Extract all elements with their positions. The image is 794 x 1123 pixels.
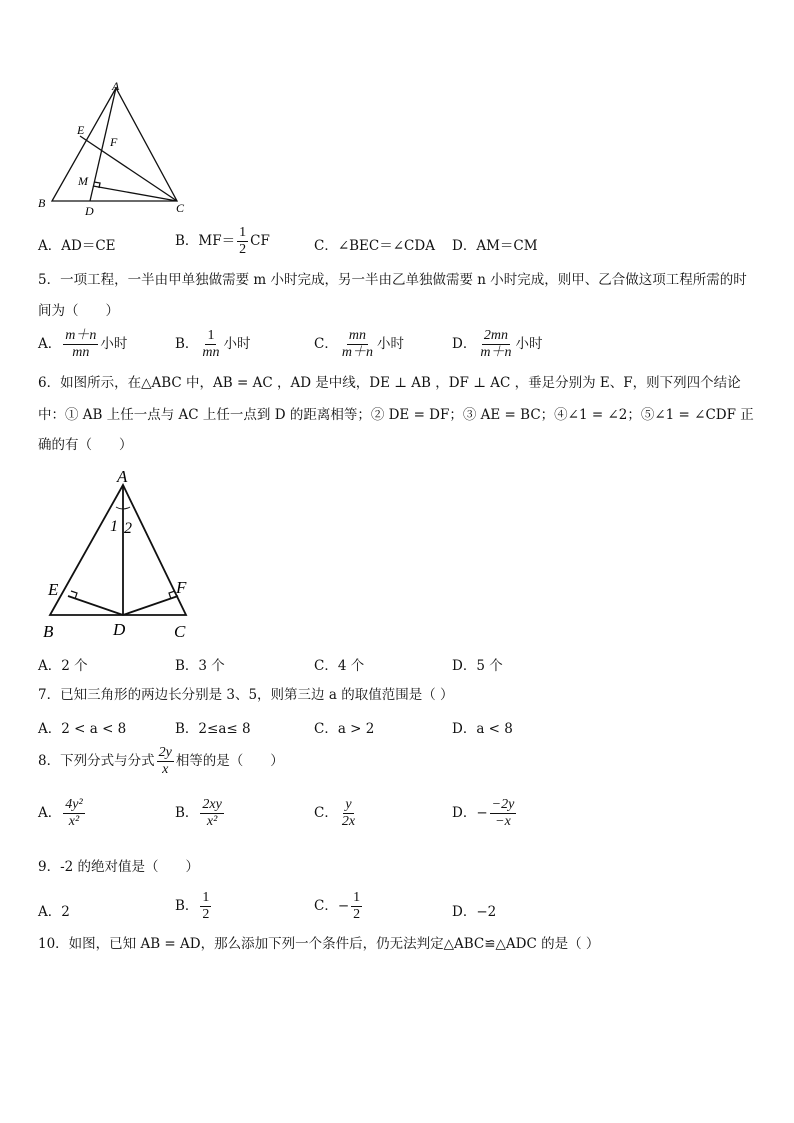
q7-stem: 7．已知三角形的两边长分别是 3、5，则第三边 a 的取值范围是（ ）: [38, 687, 454, 703]
fraction-denominator: x²: [68, 814, 80, 829]
fig2-label-1: 1: [110, 518, 118, 535]
fraction-denominator: x: [162, 762, 169, 777]
fraction-numerator: 1: [207, 328, 215, 343]
fraction-denominator: −x: [495, 814, 511, 829]
q5-option-b[interactable]: [175, 328, 251, 361]
q6-option-c[interactable]: C．4 个: [314, 658, 365, 674]
fig1-label-b: B: [38, 196, 46, 210]
fraction-denominator: 2: [353, 907, 361, 922]
fraction-denominator: m＋n: [480, 345, 512, 360]
fig2-label-f: F: [176, 578, 187, 597]
fig2-label-a: A: [117, 467, 128, 486]
q5-option-d-fraction: [478, 328, 513, 361]
q5-option-a[interactable]: [38, 328, 127, 361]
fig2-label-2: 2: [124, 520, 132, 537]
fig1-label-e: E: [77, 123, 85, 137]
fraction-denominator: m＋n: [341, 345, 373, 360]
q9-option-b[interactable]: [175, 890, 213, 923]
fraction-denominator: 2: [239, 242, 247, 257]
q9-option-b-fraction: [200, 890, 211, 923]
q8-stem: [38, 745, 284, 778]
fraction-numerator: y: [345, 797, 352, 812]
fig2-label-b: B: [43, 622, 54, 641]
fig1-label-c: C: [176, 201, 185, 215]
q9-option-c-fraction: [351, 890, 362, 923]
option-label: B．: [175, 898, 199, 914]
q8-option-c-fraction: [340, 797, 357, 830]
option-label: A．: [38, 336, 62, 352]
q6-option-a[interactable]: A．2 个: [38, 658, 88, 674]
option-unit: 小时: [376, 336, 404, 352]
fig1-label-m: M: [78, 174, 88, 188]
q8-option-b-fraction: [200, 797, 223, 830]
q8-stem-fraction: [157, 745, 174, 778]
q4-option-b-fraction: [237, 225, 248, 258]
option-label: D．−: [452, 805, 488, 821]
q4-option-a[interactable]: A．AD＝CE: [38, 238, 116, 254]
q10-stem: 10．如图，已知 AB = AD，那么添加下列一个条件后，仍无法判定△ABC≌△ADC 的是（ ）: [38, 936, 600, 952]
q9-stem: 9．-2 的绝对值是（ ）: [38, 859, 200, 875]
fraction-numerator: 4y²: [65, 797, 83, 812]
q6-option-d[interactable]: D．5 个: [452, 658, 503, 674]
fig2-label-c: C: [174, 622, 186, 641]
q4-option-b-suffix: CF: [250, 233, 270, 249]
fraction-numerator: −2y: [491, 797, 515, 812]
q5-option-a-fraction: [63, 328, 98, 361]
fraction-denominator: mn: [72, 345, 90, 360]
q5-option-d[interactable]: [452, 328, 542, 361]
fraction-denominator: mn: [202, 345, 220, 360]
option-label: C．: [314, 805, 338, 821]
q7-option-a[interactable]: A．2 < a < 8: [38, 721, 127, 737]
fraction-numerator: mn: [348, 328, 366, 343]
q4-option-b[interactable]: [175, 225, 270, 258]
option-label: B．: [175, 805, 199, 821]
q8-option-d[interactable]: [452, 797, 518, 830]
q6-stem-line2: 中：① AB 上任一点与 AC 上任一点到 D 的距离相等；② DE = DF；③ AE = BC；④∠1 = ∠2；⑤∠1 = ∠CDF 正: [38, 407, 754, 423]
fraction-numerator: 2mn: [483, 328, 508, 343]
fig1-label-f: F: [110, 135, 118, 149]
option-label: B．: [175, 336, 199, 352]
q8-option-a-fraction: [63, 797, 84, 830]
fraction-denominator: x²: [206, 814, 218, 829]
q7-option-d[interactable]: D．a < 8: [452, 721, 513, 737]
fraction-numerator: 2y: [158, 745, 172, 760]
option-unit: 小时: [223, 336, 251, 352]
option-label: D．: [452, 336, 477, 352]
q5-stem-line1: 5．一项工程，一半由甲单独做需要 m 小时完成，另一半由乙单独做需要 n 小时完成，则甲、乙合做这项工程所需的时: [38, 272, 747, 288]
fraction-denominator: 2x: [341, 814, 356, 829]
fraction-denominator: 2: [202, 907, 210, 922]
q8-option-c[interactable]: [314, 797, 359, 830]
q8-option-d-fraction: [490, 797, 517, 830]
option-label: A．: [38, 805, 62, 821]
figure-triangle-abc-1: [30, 78, 200, 218]
q9-option-a[interactable]: A．2: [38, 904, 70, 920]
q6-option-b[interactable]: B．3 个: [175, 658, 225, 674]
q7-option-b[interactable]: B．2≤a≤ 8: [175, 721, 251, 737]
fraction-numerator: m＋n: [65, 328, 97, 343]
figure-isosceles-triangle: [38, 465, 208, 645]
q8-option-a[interactable]: [38, 797, 87, 830]
option-label: C．−: [314, 898, 350, 914]
option-label: C．: [314, 336, 338, 352]
q8-option-b[interactable]: [175, 797, 226, 830]
q5-option-b-fraction: [200, 328, 221, 361]
q9-option-d[interactable]: D．−2: [452, 904, 497, 920]
q4-option-c[interactable]: C．∠BEC＝∠CDA: [314, 238, 435, 254]
q4-option-b-prefix: B．MF＝: [175, 233, 236, 249]
q8-stem-prefix: 8．下列分式与分式: [38, 753, 155, 769]
fig2-label-e: E: [48, 580, 59, 599]
q6-stem-line3: 确的有（ ）: [38, 437, 133, 453]
q5-stem-line2: 间为（ ）: [38, 303, 119, 319]
fraction-numerator: 1: [202, 890, 210, 905]
fig1-label-a: A: [112, 79, 120, 93]
fraction-numerator: 1: [239, 225, 247, 240]
q9-option-c[interactable]: [314, 890, 364, 923]
q8-stem-suffix: 相等的是（ ）: [175, 753, 284, 769]
fig2-label-d: D: [113, 620, 126, 639]
fraction-numerator: 1: [353, 890, 361, 905]
q4-option-d[interactable]: D．AM＝CM: [452, 238, 538, 254]
q5-option-c[interactable]: [314, 328, 404, 361]
fraction-numerator: 2xy: [202, 797, 222, 812]
option-unit: 小时: [515, 336, 543, 352]
q6-stem-line1: 6．如图所示，在△ABC 中，AB = AC ，AD 是中线，DE ⊥ AB ，DF ⊥ AC ，垂足分别为 E、F，则下列四个结论: [38, 375, 741, 391]
fig1-label-d: D: [85, 204, 94, 218]
option-unit: 小时: [100, 336, 128, 352]
q5-option-c-fraction: [340, 328, 375, 361]
q7-option-c[interactable]: C．a > 2: [314, 721, 375, 737]
